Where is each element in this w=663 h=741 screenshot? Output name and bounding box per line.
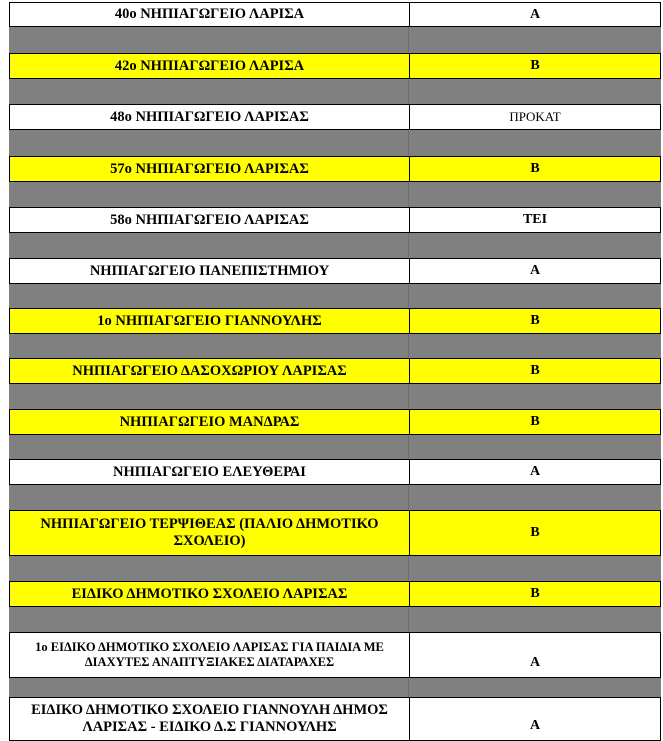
- separator-row: [9, 130, 661, 156]
- table-row: [9, 258, 661, 284]
- separator-cell: [409, 130, 661, 156]
- separator-cell: [9, 435, 409, 459]
- school-name-cell: ΕΙΔΙΚΟ ΔΗΜΟΤΙΚΟ ΣΧΟΛΕΙΟ ΛΑΡΙΣΑΣ: [10, 582, 410, 606]
- separator-row: [9, 27, 661, 53]
- separator-cell: [9, 182, 409, 207]
- table-row: [9, 156, 661, 182]
- separator-cell: [409, 284, 661, 308]
- school-name-cell: ΝΗΠΙΑΓΩΓΕΙΟ ΠΑΝΕΠΙΣΤΗΜΙΟΥ: [10, 259, 410, 283]
- separator-cell: [9, 284, 409, 308]
- separator-row: [9, 556, 661, 581]
- separator-row: [9, 79, 661, 104]
- category-cell: Α: [529, 6, 541, 22]
- separator-cell: [9, 607, 409, 632]
- separator-cell: [409, 233, 661, 258]
- school-name-cell: 57ο ΝΗΠΙΑΓΩΓΕΙΟ ΛΑΡΙΣΑΣ: [10, 157, 410, 181]
- table-row: [9, 697, 661, 741]
- category-cell: Α: [529, 464, 541, 479]
- school-name-cell: ΝΗΠΙΑΓΩΓΕΙΟ ΔΑΣΟΧΩΡΙΟΥ ΛΑΡΙΣΑΣ: [10, 359, 410, 383]
- category-cell: ΠΡΟΚΑΤ: [509, 109, 561, 124]
- separator-cell: [9, 130, 409, 156]
- school-name-cell: ΝΗΠΙΑΓΩΓΕΙΟ ΕΛΕΥΘΕΡΑΙ: [10, 460, 410, 484]
- school-name-cell: 1ο ΝΗΠΙΑΓΩΓΕΙΟ ΓΙΑΝΝΟΥΛΗΣ: [10, 309, 410, 333]
- table-row: [9, 632, 661, 678]
- school-name-cell: ΕΙΔΙΚΟ ΔΗΜΟΤΙΚΟ ΣΧΟΛΕΙΟ ΓΙΑΝΝΟΥΛΗ ΔΗΜΟΣ ΛΑΡΙΣΑΣ - ΕΙΔΙΚΟ Δ.Σ ΓΙΑΝΝΟΥΛΗΣ: [10, 698, 410, 740]
- separator-cell: [9, 233, 409, 258]
- category-cell: Β: [530, 525, 540, 540]
- table-row: [9, 459, 661, 485]
- separator-row: [9, 384, 661, 409]
- school-name-cell: 48ο ΝΗΠΙΑΓΩΓΕΙΟ ΛΑΡΙΣΑΣ: [10, 105, 410, 129]
- separator-row: [9, 182, 661, 207]
- separator-cell: [409, 182, 661, 207]
- table-row: [9, 104, 661, 130]
- category-cell: Α: [529, 718, 541, 733]
- separator-cell: [9, 678, 409, 697]
- school-name-cell: ΝΗΠΙΑΓΩΓΕΙΟ ΤΕΡΨΙΘΕΑΣ (ΠΑΛΙΟ ΔΗΜΟΤΙΚΟ ΣΧΟΛΕΙΟ): [10, 511, 410, 555]
- separator-cell: [409, 607, 661, 632]
- separator-cell: [9, 334, 409, 358]
- category-cell: Α: [529, 655, 541, 670]
- table-row: [9, 207, 661, 233]
- separator-cell: [409, 678, 661, 697]
- category-cell: Β: [530, 414, 540, 429]
- separator-row: [9, 233, 661, 258]
- category-cell: Β: [530, 161, 540, 176]
- separator-cell: [9, 556, 409, 581]
- separator-row: [9, 284, 661, 308]
- table-row: [9, 308, 661, 334]
- separator-cell: [409, 435, 661, 459]
- separator-cell: [409, 384, 661, 409]
- separator-cell: [409, 556, 661, 581]
- table-row: [9, 581, 661, 607]
- separator-cell: [9, 79, 409, 104]
- school-name-cell: 42ο ΝΗΠΙΑΓΩΓΕΙΟ ΛΑΡΙΣΑ: [10, 54, 410, 78]
- separator-cell: [9, 384, 409, 409]
- school-name-cell: 58ο ΝΗΠΙΑΓΩΓΕΙΟ ΛΑΡΙΣΑΣ: [10, 208, 410, 232]
- school-name-cell: 1ο ΕΙΔΙΚΟ ΔΗΜΟΤΙΚΟ ΣΧΟΛΕΙΟ ΛΑΡΙΣΑΣ ΓΙΑ ΠΑΙΔΙΑ ΜΕ ΔΙΑΧΥΤΕΣ ΑΝΑΠΤΥΞΙΑΚΕΣ ΔΙΑΤΑΡΑΧΕΣ: [10, 633, 410, 677]
- category-cell: ΤΕΙ: [522, 212, 548, 227]
- category-cell: Β: [530, 58, 540, 73]
- separator-cell: [409, 485, 661, 510]
- category-cell: Α: [529, 263, 541, 278]
- category-cell: Β: [530, 363, 540, 378]
- table-row: [9, 510, 661, 556]
- separator-row: [9, 435, 661, 459]
- category-cell: Β: [530, 313, 540, 328]
- table-row: [9, 358, 661, 384]
- separator-cell: [9, 485, 409, 510]
- separator-row: [9, 607, 661, 632]
- separator-cell: [9, 27, 409, 53]
- separator-row: [9, 485, 661, 510]
- separator-cell: [409, 79, 661, 104]
- separator-row: [9, 678, 661, 697]
- table-row: [9, 409, 661, 435]
- category-cell: Β: [530, 586, 540, 601]
- school-name-cell: 40ο ΝΗΠΙΑΓΩΓΕΙΟ ΛΑΡΙΣΑ: [10, 3, 410, 26]
- school-name-cell: ΝΗΠΙΑΓΩΓΕΙΟ ΜΑΝΔΡΑΣ: [10, 410, 410, 434]
- table-row: [9, 53, 661, 79]
- separator-cell: [409, 334, 661, 358]
- separator-cell: [409, 27, 661, 53]
- table-row: [9, 2, 661, 27]
- separator-row: [9, 334, 661, 358]
